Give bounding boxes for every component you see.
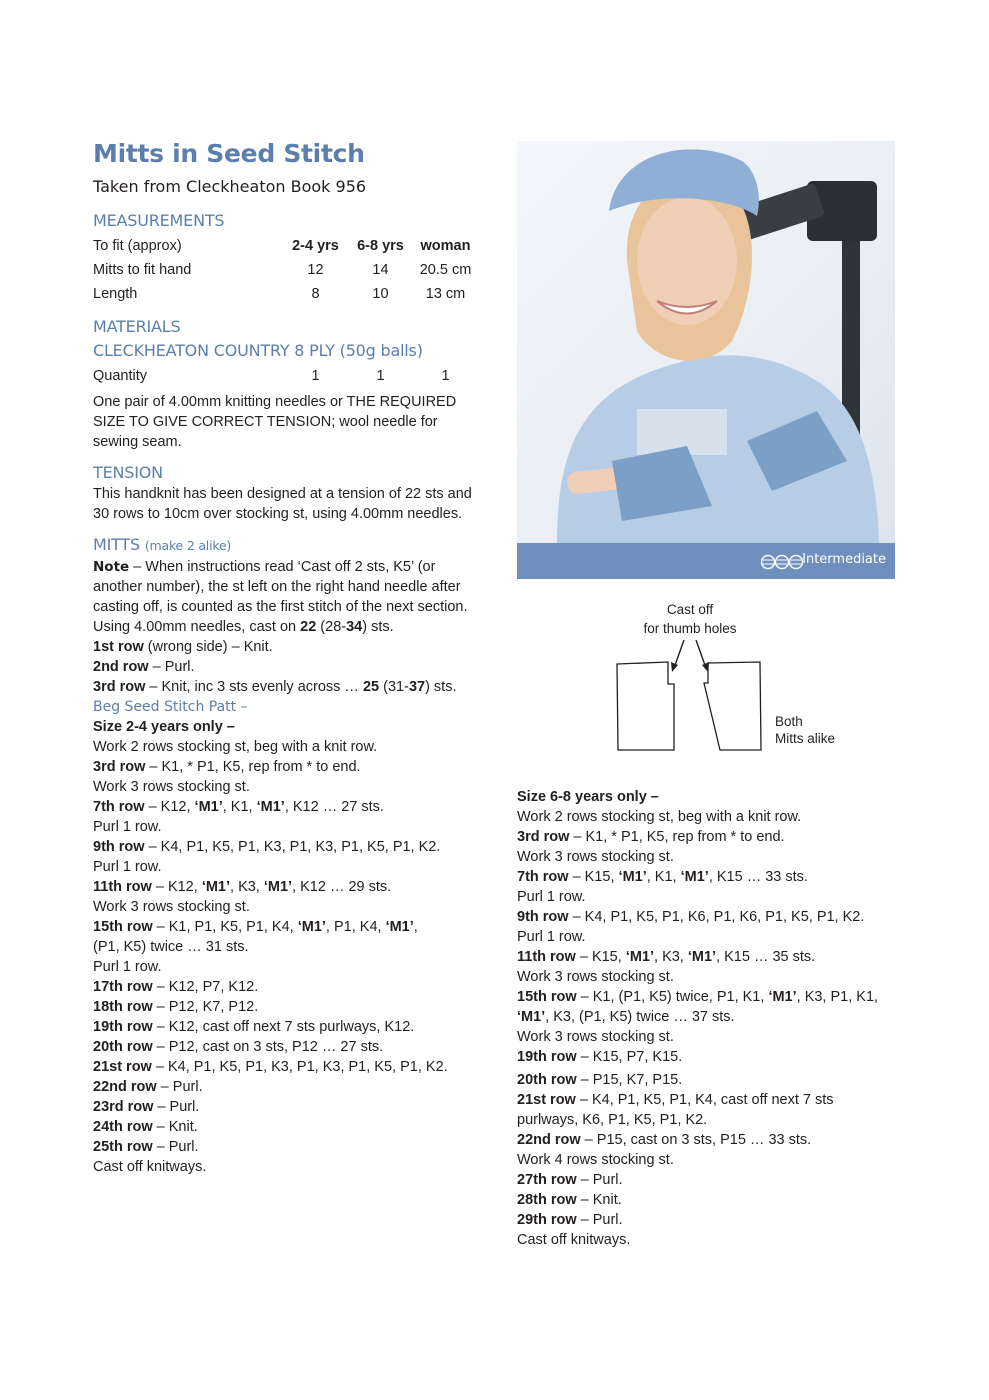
skill-level-bar xyxy=(517,543,895,579)
instruction-line: Purl 1 row. xyxy=(517,889,586,905)
row-label: 3rd row xyxy=(517,829,570,845)
caption-line: Both xyxy=(775,714,803,729)
row-label: 18th row xyxy=(93,999,153,1015)
bold-value: 25 xyxy=(362,679,380,695)
m1-term: ‘M1’ xyxy=(768,989,797,1005)
row-label: Mitts to fit hand xyxy=(93,262,192,278)
caption-line: for thumb holes xyxy=(643,621,737,636)
row-text: – Knit. xyxy=(576,1192,622,1208)
row-text: – K1, * P1, K5, rep from * to end. xyxy=(569,829,785,845)
measurements-table xyxy=(93,234,478,306)
note-text: – When instructions read ‘Cast off 2 sts, K5’ (or another number), the st left on the right hand needle after casting off, is counted as the first stitch of the next section. xyxy=(93,559,468,615)
tension-heading: TENSION xyxy=(93,463,163,482)
arrow-left-head xyxy=(671,662,678,672)
instruction-line: Cast off knitways. xyxy=(517,1232,631,1248)
row-label: 9th row xyxy=(517,909,569,925)
instruction-row xyxy=(517,1070,917,1090)
m1-term: ‘M1’ xyxy=(385,919,414,935)
row-text: – P15, K7, P15. xyxy=(576,1072,683,1088)
row-text: – K15, P7, K15. xyxy=(576,1049,683,1065)
caption-line: Mitts alike xyxy=(775,731,836,746)
row-text: – Purl. xyxy=(152,1139,199,1155)
header-label: To fit (approx) xyxy=(93,238,182,254)
instruction-line: Work 4 rows stocking st. xyxy=(517,1152,674,1168)
row-text: , K3, (P1, K5) twice … 37 sts. xyxy=(545,1009,735,1025)
row-text: – K12, cast off next 7 sts purlways, K12. xyxy=(152,1019,415,1035)
page-title: Mitts in Seed Stitch xyxy=(93,139,365,168)
cell: 1 xyxy=(441,368,450,384)
row-label: 20th row xyxy=(93,1039,153,1055)
row-text: – K15, xyxy=(568,869,619,885)
row-text: , K12 … 27 sts. xyxy=(284,799,384,815)
instruction-row xyxy=(93,677,483,697)
mitts-heading-text: MITTS xyxy=(93,535,140,554)
row-label: Length xyxy=(93,286,138,302)
instruction-row xyxy=(93,1057,483,1077)
row-text: – P12, cast on 3 sts, P12 … 27 sts. xyxy=(152,1039,384,1055)
row-label: 19th row xyxy=(517,1049,577,1065)
row-text: – Purl. xyxy=(148,659,195,675)
instruction-row xyxy=(93,877,483,897)
row-label: 23rd row xyxy=(93,1099,154,1115)
row-text: , K12 … 29 sts. xyxy=(292,879,392,895)
row-label: 7th row xyxy=(93,799,145,815)
row-text: – K1, * P1, K5, rep from * to end. xyxy=(145,759,361,775)
row-text: , P1, K4, xyxy=(325,919,386,935)
row-label: 27th row xyxy=(517,1172,577,1188)
m1-term: ‘M1’ xyxy=(687,949,717,965)
model-photo xyxy=(517,141,895,543)
text: (31- xyxy=(379,679,409,695)
header-size-1: 2-4 yrs xyxy=(292,238,339,254)
m1-term: ‘M1’ xyxy=(263,879,293,895)
row-text: , K3, P1, K1, xyxy=(796,989,879,1005)
yarn-balls-icon xyxy=(761,551,803,578)
row-label: 17th row xyxy=(93,979,153,995)
header-size-2: 6-8 yrs xyxy=(357,238,404,254)
cell: 12 xyxy=(307,262,324,278)
text: ) sts. xyxy=(362,619,394,635)
left-mitt-outline xyxy=(617,662,674,750)
row-text: – K12, P7, K12. xyxy=(152,979,259,995)
row-text: – Purl. xyxy=(156,1079,203,1095)
row-text: – K4, P1, K5, P1, K4, cast off next 7 sts xyxy=(575,1092,834,1108)
bold-value: 34 xyxy=(346,619,363,635)
instruction-line: Work 3 rows stocking st. xyxy=(517,1029,674,1045)
note-label: Note xyxy=(93,559,130,575)
instruction-line: Work 2 rows stocking st, beg with a knit row. xyxy=(517,809,802,825)
right-column xyxy=(517,787,917,1250)
instruction-row xyxy=(93,657,483,677)
table-row xyxy=(93,282,478,306)
size-medium-heading: Size 6-8 years only – xyxy=(517,789,659,805)
yarn-name: CLECKHEATON COUNTRY 8 PLY (50g balls) xyxy=(93,341,423,360)
cell: 1 xyxy=(376,368,385,384)
row-text: , K15 … 33 sts. xyxy=(708,869,808,885)
row-text: , xyxy=(413,919,418,935)
instruction-line: Cast off knitways. xyxy=(93,1159,207,1175)
instruction-row xyxy=(93,1037,483,1057)
text: ) sts. xyxy=(425,679,457,695)
row-text: – P12, K7, P12. xyxy=(152,999,259,1015)
cell: 13 cm xyxy=(425,286,466,302)
instruction-row xyxy=(517,1210,917,1230)
instruction-row xyxy=(517,1190,917,1210)
instruction-row xyxy=(93,757,483,777)
m1-term: ‘M1’ xyxy=(256,799,285,815)
photo-illustration xyxy=(517,141,895,543)
row-text: , K15 … 35 sts. xyxy=(716,949,816,965)
size-small-heading: Size 2-4 years only – xyxy=(93,719,235,735)
arrow-left-line xyxy=(674,640,684,668)
instruction-row xyxy=(93,637,483,657)
cell: 8 xyxy=(311,286,320,302)
instruction-row xyxy=(517,987,917,1007)
row-text: – Knit, inc 3 sts evenly across … xyxy=(145,679,363,695)
instruction-line: Purl 1 row. xyxy=(93,819,162,835)
instruction-row xyxy=(517,1047,917,1067)
right-mitt-outline xyxy=(704,662,761,750)
text: Using 4.00mm needles, cast on xyxy=(93,619,301,635)
row-label: 3rd row xyxy=(93,759,146,775)
m1-term: ‘M1’ xyxy=(201,879,231,895)
instruction-row xyxy=(93,917,483,937)
row-label: 21st row xyxy=(93,1059,152,1075)
cell: 10 xyxy=(372,286,389,302)
instruction-row xyxy=(93,997,483,1017)
row-label: 3rd row xyxy=(93,679,146,695)
row-text: – Purl. xyxy=(576,1172,623,1188)
row-label: 1st row xyxy=(93,639,144,655)
row-label: 22nd row xyxy=(93,1079,157,1095)
instruction-row xyxy=(93,1117,483,1137)
instruction-row xyxy=(517,827,917,847)
instruction-row xyxy=(93,837,483,857)
measurements-heading: MEASUREMENTS xyxy=(93,211,225,230)
instruction-row xyxy=(517,907,917,927)
row-label: 11th row xyxy=(517,949,576,965)
instruction-row xyxy=(517,1130,917,1150)
instruction-row xyxy=(93,1137,483,1157)
instruction-line: Work 2 rows stocking st, beg with a knit row. xyxy=(93,739,378,755)
row-text: – Purl. xyxy=(153,1099,200,1115)
left-column xyxy=(93,138,483,1177)
caption-line: Cast off xyxy=(666,602,714,617)
m1-term: ‘M1’ xyxy=(517,1009,546,1025)
bold-value: 22 xyxy=(300,619,317,635)
face-shape xyxy=(637,197,737,325)
tension-text: This handknit has been designed at a tension of 22 sts and 30 rows to 10cm over stocking st, using 4.00mm needles. xyxy=(93,486,472,522)
quantity-table xyxy=(93,364,478,388)
row-label: 19th row xyxy=(93,1019,153,1035)
page-subtitle: Taken from Cleckheaton Book 956 xyxy=(93,177,367,196)
row-text: – K4, P1, K5, P1, K6, P1, K6, P1, K5, P1, K2. xyxy=(568,909,865,925)
row-label: 15th row xyxy=(517,989,577,1005)
arrow-right-head xyxy=(702,662,709,672)
arrow-right-line xyxy=(696,640,706,668)
row-label: 29th row xyxy=(517,1212,577,1228)
row-label: 15th row xyxy=(93,919,153,935)
instruction-line: Purl 1 row. xyxy=(93,859,162,875)
instruction-line: Purl 1 row. xyxy=(517,929,586,945)
mitts-heading xyxy=(93,534,483,557)
m1-term: ‘M1’ xyxy=(618,869,647,885)
instruction-row xyxy=(93,977,483,997)
instruction-row xyxy=(93,1017,483,1037)
instruction-line: Work 3 rows stocking st. xyxy=(93,899,250,915)
instruction-line: Work 3 rows stocking st. xyxy=(517,969,674,985)
diagram-caption-right xyxy=(775,713,835,747)
instruction-row xyxy=(517,1007,917,1027)
row-text: – Purl. xyxy=(576,1212,623,1228)
row-label: 20th row xyxy=(517,1072,577,1088)
row-label: Quantity xyxy=(93,368,147,384)
instruction-line: purlways, K6, P1, K5, P1, K2. xyxy=(517,1112,708,1128)
table-row xyxy=(93,364,478,388)
m1-term: ‘M1’ xyxy=(625,949,655,965)
row-label: 7th row xyxy=(517,869,569,885)
row-text: , K3, xyxy=(230,879,264,895)
row-text: , K1, xyxy=(222,799,257,815)
row-label: 21st row xyxy=(517,1092,576,1108)
table-row xyxy=(93,258,478,282)
row-text: – K1, P1, K5, P1, K4, xyxy=(152,919,298,935)
row-text: , K3, xyxy=(654,949,688,965)
instruction-row xyxy=(517,1090,917,1110)
row-label: 2nd row xyxy=(93,659,149,675)
instruction-line: Work 3 rows stocking st. xyxy=(517,849,674,865)
measurements-header-row xyxy=(93,234,478,258)
row-text: – P15, cast on 3 sts, P15 … 33 sts. xyxy=(580,1132,812,1148)
instruction-row xyxy=(517,867,917,887)
instruction-row xyxy=(93,1077,483,1097)
instruction-row xyxy=(93,797,483,817)
m1-term: ‘M1’ xyxy=(194,799,223,815)
seed-stitch-heading: Beg Seed Stitch Patt – xyxy=(93,699,248,715)
header-size-3: woman xyxy=(420,238,471,254)
materials-heading: MATERIALS xyxy=(93,317,181,336)
row-text: – K15, xyxy=(575,949,626,965)
m1-term: ‘M1’ xyxy=(297,919,326,935)
row-text: (wrong side) – Knit. xyxy=(143,639,273,655)
row-label: 25th row xyxy=(93,1139,153,1155)
instruction-line: Work 3 rows stocking st. xyxy=(93,779,250,795)
cell: 14 xyxy=(372,262,389,278)
row-label: 28th row xyxy=(517,1192,577,1208)
row-label: 9th row xyxy=(93,839,145,855)
row-text: – K1, (P1, K5) twice, P1, K1, xyxy=(576,989,769,1005)
instruction-row xyxy=(517,947,917,967)
text: (28- xyxy=(316,619,347,635)
row-label: 22nd row xyxy=(517,1132,581,1148)
row-text: – K12, xyxy=(144,799,195,815)
instruction-line: (P1, K5) twice … 31 sts. xyxy=(93,939,249,955)
instruction-line: Purl 1 row. xyxy=(93,959,162,975)
row-text: , K1, xyxy=(646,869,681,885)
skill-level-label: Intermediate xyxy=(802,552,886,567)
cast-on-line xyxy=(93,617,483,637)
row-label: 24th row xyxy=(93,1119,153,1135)
note-paragraph xyxy=(93,557,483,617)
needles-text: One pair of 4.00mm knitting needles or THE REQUIRED SIZE TO GIVE CORRECT TENSION; wool needle for sewing seam. xyxy=(93,394,457,450)
m1-term: ‘M1’ xyxy=(680,869,709,885)
row-text: – Knit. xyxy=(152,1119,198,1135)
row-label: 11th row xyxy=(93,879,152,895)
mitts-heading-note: (make 2 alike) xyxy=(144,538,232,553)
bold-value: 37 xyxy=(408,679,426,695)
instruction-row xyxy=(517,1170,917,1190)
instruction-row xyxy=(93,1097,483,1117)
cell: 20.5 cm xyxy=(419,262,472,278)
row-text: – K4, P1, K5, P1, K3, P1, K3, P1, K5, P1, K2. xyxy=(151,1059,448,1075)
row-text: – K4, P1, K5, P1, K3, P1, K3, P1, K5, P1, K2. xyxy=(144,839,441,855)
cell: 1 xyxy=(311,368,320,384)
mitt-diagram xyxy=(600,596,860,766)
row-text: – K12, xyxy=(151,879,202,895)
